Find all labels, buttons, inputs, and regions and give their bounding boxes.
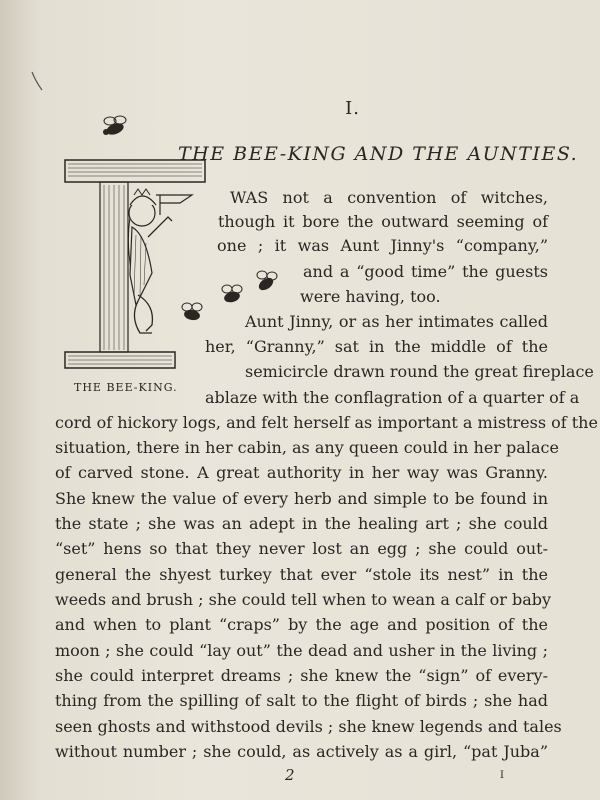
signature-mark: I bbox=[500, 770, 504, 781]
text-line: cord of hickory logs, and felt herself as important a mistress of the bbox=[55, 413, 598, 432]
bee-icon bbox=[250, 268, 282, 296]
text-line: thing from the spilling of salt to the flight of birds ; she had bbox=[55, 691, 548, 710]
text-line: semicircle drawn round the great fireplace bbox=[245, 362, 594, 381]
text-line: moon ; she could “lay out” the dead and usher in the living ; bbox=[55, 641, 548, 660]
bee-king-illustration bbox=[60, 155, 210, 375]
text-line: general the shyest turkey that ever “stole its nest” in the bbox=[55, 565, 548, 584]
text-line: WAS not a convention of witches, bbox=[230, 188, 548, 207]
text-line: without number ; she could, as actively as a girl, “pat Juba” bbox=[55, 742, 548, 761]
text-line: though it bore the outward seeming of bbox=[218, 212, 548, 231]
text-line: she could interpret dreams ; she knew the “sign” of every- bbox=[55, 666, 548, 685]
text-line: and when to plant “craps” by the age and position of the bbox=[55, 615, 548, 634]
page-number: 2 bbox=[285, 766, 295, 784]
text-line: Aunt Jinny, or as her intimates called bbox=[245, 312, 548, 331]
text-line: her, “Granny,” sat in the middle of the bbox=[205, 337, 548, 356]
text-line: one ; it was Aunt Jinny's “company,” bbox=[217, 236, 548, 255]
chapter-title: THE BEE-KING AND THE AUNTIES. bbox=[178, 143, 579, 165]
illustration-caption: THE BEE-KING. bbox=[74, 381, 178, 394]
text-line: were having, too. bbox=[300, 287, 441, 306]
text-line: ablaze with the conflagration of a quarter of a bbox=[205, 388, 580, 407]
text-line: seen ghosts and withstood devils ; she knew legends and tales bbox=[55, 717, 562, 736]
pencil-mark bbox=[30, 70, 44, 92]
text-line: “set” hens so that they never lost an egg ; she could out- bbox=[55, 539, 548, 558]
text-line: of carved stone. A great authority in her way was Granny. bbox=[55, 463, 548, 482]
bee-icon bbox=[98, 113, 132, 141]
chapter-number: I. bbox=[345, 98, 360, 119]
text-line: situation, there in her cabin, as any queen could in her palace bbox=[55, 438, 559, 457]
text-line: weeds and brush ; she could tell when to wean a calf or baby bbox=[55, 590, 552, 609]
bee-icon bbox=[216, 282, 248, 308]
text-line: the state ; she was an adept in the healing art ; she could bbox=[55, 514, 548, 533]
text-line: and a “good time” the guests bbox=[303, 262, 548, 281]
text-line: She knew the value of every herb and simple to be found in bbox=[55, 489, 548, 508]
